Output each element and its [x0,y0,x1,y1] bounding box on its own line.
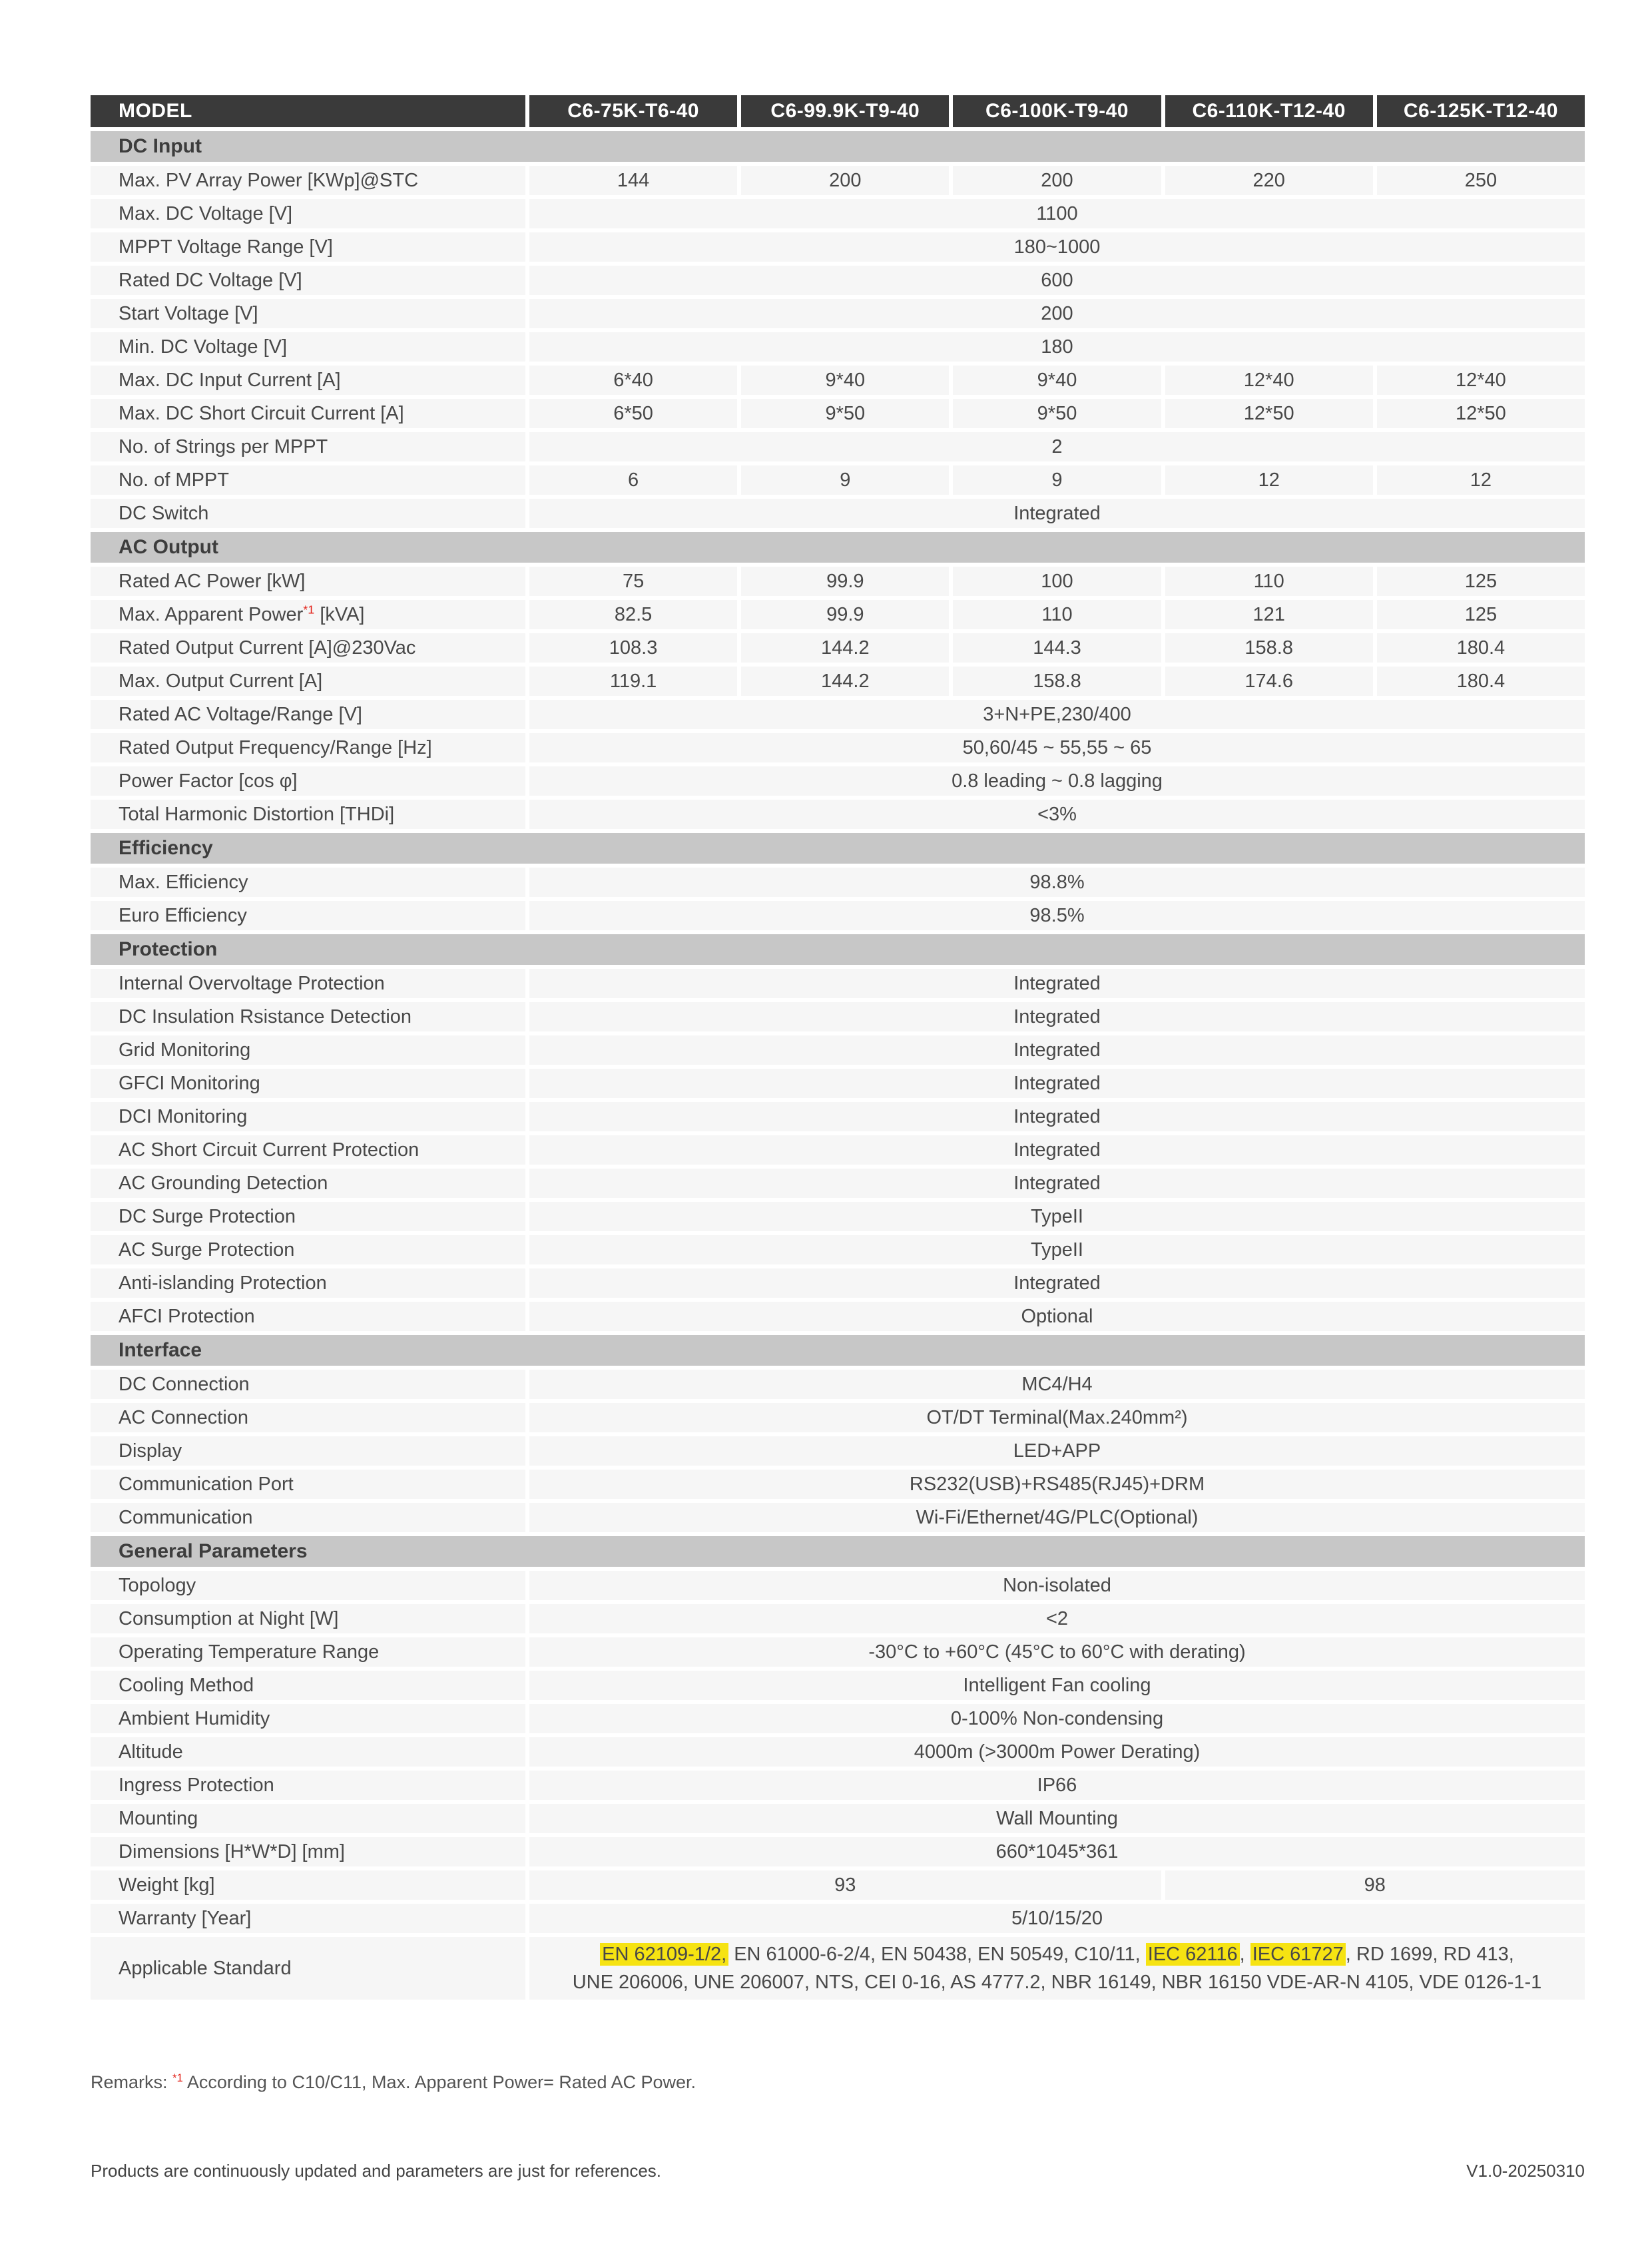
table-row [91,969,1585,998]
table-row [91,700,1585,729]
value-cell-merged: Intelligent Fan cooling [529,1671,1585,1700]
value-cell-right: 98 [1165,1870,1585,1900]
value-cell: 220 [1165,166,1373,195]
row-label: AFCI Protection [91,1302,525,1331]
value-cell-merged: Integrated [529,969,1585,998]
section-band-protection [91,934,1585,965]
value-cell-merged: Non-isolated [529,1571,1585,1600]
value-cell-merged: 4000m (>3000m Power Derating) [529,1737,1585,1767]
row-label: DC Switch [91,499,525,528]
row-label: Warranty [Year] [91,1904,525,1933]
value-cell-merged: RS232(USB)+RS485(RJ45)+DRM [529,1470,1585,1499]
row-label: MPPT Voltage Range [V] [91,232,525,262]
value-cell-merged: 660*1045*361 [529,1837,1585,1866]
section-title: Protection [119,938,218,960]
value-cell: 144 [529,166,737,195]
value-cell-merged: 1100 [529,199,1585,228]
row-label: Ambient Humidity [91,1704,525,1733]
row-label: Max. Apparent Power$^{*1}$ [kVA] [91,600,525,629]
value-cell-merged: 0.8 leading ~ 0.8 lagging [529,766,1585,796]
table-row [91,567,1585,596]
section-title: AC Output [119,536,218,558]
section-band-ac-output [91,532,1585,563]
value-cell: 174.6 [1165,667,1373,696]
standard-text: , [1239,1944,1250,1965]
table-row [91,1804,1585,1833]
table-row [91,266,1585,295]
row-label: Euro Efficiency [91,901,525,930]
value-cell-merged: 5/10/15/20 [529,1904,1585,1933]
value-cell: 250 [1377,166,1585,195]
section-band-dc-input [91,131,1585,162]
row-label: Max. Efficiency [91,868,525,897]
section-band-general-parameters [91,1536,1585,1567]
table-row [91,868,1585,897]
value-cell: 119.1 [529,667,737,696]
value-cell: 144.2 [741,633,949,663]
table-row [91,766,1585,796]
value-cell-merged: Integrated [529,1268,1585,1298]
table-row [91,1904,1585,1933]
value-cell: 158.8 [953,667,1161,696]
row-label: DC Insulation Rsistance Detection [91,1002,525,1031]
row-label: Weight [kg] [91,1870,525,1900]
table-row [91,901,1585,930]
table-row [91,1002,1585,1031]
section-band-interface [91,1335,1585,1366]
table-row [91,166,1585,195]
spec-table-body [91,131,1585,2000]
row-label: Anti-islanding Protection [91,1268,525,1298]
value-cell: 180.4 [1377,633,1585,663]
value-cell: 9*40 [741,366,949,395]
row-label: No. of MPPT [91,465,525,495]
value-cell: 9*50 [741,399,949,428]
value-cell: 75 [529,567,737,596]
value-cell: 99.9 [741,567,949,596]
row-label: No. of Strings per MPPT [91,432,525,461]
table-row [91,1035,1585,1065]
table-row [91,800,1585,829]
value-cell-merged: -30°C to +60°C (45°C to 60°C with derating) [529,1637,1585,1667]
row-label: Consumption at Night [W] [91,1604,525,1633]
model-column-header-5: C6-125K-T12-40 [1377,95,1585,127]
table-row [91,399,1585,428]
value-cell: 121 [1165,600,1373,629]
value-cell: 108.3 [529,633,737,663]
value-cell-merged: 180~1000 [529,232,1585,262]
section-title: General Parameters [119,1540,308,1562]
standards-line-2 [529,1971,1585,1994]
value-cell-merged: 180 [529,332,1585,362]
table-row [91,1771,1585,1800]
footer-version: V1.0-20250310 [1466,2161,1585,2181]
page-footer [91,2161,1585,2181]
row-label: Power Factor [cos φ] [91,766,525,796]
value-cell: 12*40 [1377,366,1585,395]
row-label: Altitude [91,1737,525,1767]
table-row [91,1870,1585,1900]
value-cell-merged: <3% [529,800,1585,829]
table-row [91,1637,1585,1667]
remarks-prefix: Remarks: [91,2072,173,2092]
value-cell-merged: IP66 [529,1771,1585,1800]
value-cell: 100 [953,567,1161,596]
value-cell: 82.5 [529,600,737,629]
value-cell-merged: 2 [529,432,1585,461]
value-cell: 12 [1377,465,1585,495]
value-cell-merged: Integrated [529,1169,1585,1198]
table-row [91,1604,1585,1633]
value-cell-merged: 98.5% [529,901,1585,930]
highlighted-standard: IEC 62116 [1146,1943,1240,1966]
value-cell-merged: Integrated [529,1135,1585,1165]
table-row [91,332,1585,362]
value-cell: 99.9 [741,600,949,629]
table-row [91,232,1585,262]
value-cell: 12 [1165,465,1373,495]
row-label: AC Grounding Detection [91,1169,525,1198]
value-cell-merged: Integrated [529,1002,1585,1031]
value-cell-merged: MC4/H4 [529,1370,1585,1399]
section-title: Interface [119,1339,202,1361]
model-column-header-4: C6-110K-T12-40 [1165,95,1373,127]
model-column-header-1: C6-75K-T6-40 [529,95,737,127]
value-cell-merged: 200 [529,299,1585,328]
row-label: Cooling Method [91,1671,525,1700]
row-label: Rated DC Voltage [V] [91,266,525,295]
value-cell-merged: OT/DT Terminal(Max.240mm²) [529,1403,1585,1432]
table-row [91,1169,1585,1198]
row-label: AC Short Circuit Current Protection [91,1135,525,1165]
table-row [91,667,1585,696]
table-row [91,1937,1585,2000]
section-band-efficiency [91,833,1585,864]
row-label: Start Voltage [V] [91,299,525,328]
value-cell: 9 [741,465,949,495]
value-cell-standards [529,1937,1585,2000]
row-label: Max. Output Current [A] [91,667,525,696]
table-row [91,1370,1585,1399]
value-cell: 9*50 [953,399,1161,428]
table-row [91,199,1585,228]
value-cell-merged: 50,60/45 ~ 55,55 ~ 65 [529,733,1585,762]
value-cell: 6*40 [529,366,737,395]
row-label: Operating Temperature Range [91,1637,525,1667]
table-row [91,1302,1585,1331]
table-header-row [91,95,1585,127]
table-row [91,1102,1585,1131]
value-cell-merged: 0-100% Non-condensing [529,1704,1585,1733]
value-cell-merged: Integrated [529,1069,1585,1098]
remarks-note [91,2072,696,2093]
section-title: DC Input [119,135,202,157]
row-label: AC Surge Protection [91,1235,525,1264]
footnote-marker: *1 [172,2072,183,2084]
value-cell: 9 [953,465,1161,495]
value-cell: 125 [1377,567,1585,596]
row-label: DC Surge Protection [91,1202,525,1231]
value-cell-merged: Integrated [529,499,1585,528]
value-cell: 110 [953,600,1161,629]
standard-text: EN 61000-6-2/4, EN 50438, EN 50549, C10/11, [728,1944,1146,1965]
value-cell: 144.3 [953,633,1161,663]
table-row [91,733,1585,762]
standards-line-1 [529,1943,1585,1966]
table-row [91,1503,1585,1532]
row-label: Mounting [91,1804,525,1833]
table-row [91,633,1585,663]
value-cell: 12*50 [1165,399,1373,428]
row-label: DCI Monitoring [91,1102,525,1131]
row-label: Rated Output Frequency/Range [Hz] [91,733,525,762]
model-column-header-3: C6-100K-T9-40 [953,95,1161,127]
value-cell: 158.8 [1165,633,1373,663]
row-label: Display [91,1436,525,1466]
table-row [91,1470,1585,1499]
highlighted-standard: EN 62109-1/2, [600,1943,728,1966]
row-label: Max. DC Input Current [A] [91,366,525,395]
table-row [91,432,1585,461]
value-cell: 200 [741,166,949,195]
row-label: Communication [91,1503,525,1532]
row-label: GFCI Monitoring [91,1069,525,1098]
footnote-marker: *1 [303,603,315,617]
value-cell-merged: TypeII [529,1202,1585,1231]
row-label: Applicable Standard [91,1937,525,2000]
table-row [91,1202,1585,1231]
table-row [91,1837,1585,1866]
table-row [91,600,1585,629]
value-cell-merged: 98.8% [529,868,1585,897]
standard-text: UNE 206006, UNE 206007, NTS, CEI 0-16, AS 4777.2, NBR 16149, NBR 16150 VDE-AR-N 4105, VDE 0126-1-1 [572,1972,1542,1993]
table-row [91,366,1585,395]
value-cell-merged: Integrated [529,1102,1585,1131]
highlighted-standard: IEC 61727 [1250,1943,1346,1966]
table-row [91,299,1585,328]
value-cell-merged: 600 [529,266,1585,295]
table-row [91,1436,1585,1466]
value-cell: 180.4 [1377,667,1585,696]
row-label: Ingress Protection [91,1771,525,1800]
row-label: Dimensions [H*W*D] [mm] [91,1837,525,1866]
table-row [91,1737,1585,1767]
row-label: Topology [91,1571,525,1600]
table-row [91,1671,1585,1700]
value-cell-merged: Wall Mounting [529,1804,1585,1833]
value-cell-merged: Integrated [529,1035,1585,1065]
value-cell-merged: <2 [529,1604,1585,1633]
table-row [91,499,1585,528]
value-cell: 200 [953,166,1161,195]
row-label: Total Harmonic Distortion [THDi] [91,800,525,829]
row-label: Communication Port [91,1470,525,1499]
value-cell: 144.2 [741,667,949,696]
remarks-text: According to C10/C11, Max. Apparent Power= Rated AC Power. [182,2072,696,2092]
row-label: Internal Overvoltage Protection [91,969,525,998]
section-title: Efficiency [119,837,213,859]
row-label: Rated AC Power [kW] [91,567,525,596]
table-row [91,1268,1585,1298]
row-label: Max. DC Short Circuit Current [A] [91,399,525,428]
row-label: Rated AC Voltage/Range [V] [91,700,525,729]
value-cell-merged: LED+APP [529,1436,1585,1466]
table-row [91,1069,1585,1098]
row-label: DC Connection [91,1370,525,1399]
standard-text: , RD 1699, RD 413, [1345,1944,1514,1965]
value-cell: 6 [529,465,737,495]
value-cell: 12*40 [1165,366,1373,395]
value-cell-merged: 3+N+PE,230/400 [529,700,1585,729]
table-row [91,465,1585,495]
value-cell-merged: Wi-Fi/Ethernet/4G/PLC(Optional) [529,1503,1585,1532]
row-label: Rated Output Current [A]@230Vac [91,633,525,663]
value-cell-merged: Optional [529,1302,1585,1331]
value-cell: 110 [1165,567,1373,596]
value-cell: 6*50 [529,399,737,428]
table-row [91,1235,1585,1264]
table-row [91,1403,1585,1432]
spec-table [91,95,1585,2004]
row-label: Max. DC Voltage [V] [91,199,525,228]
row-label: Max. PV Array Power [KWp]@STC [91,166,525,195]
row-label: Grid Monitoring [91,1035,525,1065]
value-cell-left: 93 [529,1870,1161,1900]
model-header-cell: MODEL [91,95,525,127]
row-label: Min. DC Voltage [V] [91,332,525,362]
footer-disclaimer: Products are continuously updated and parameters are just for references. [91,2161,662,2181]
value-cell: 9*40 [953,366,1161,395]
table-row [91,1135,1585,1165]
model-column-header-2: C6-99.9K-T9-40 [741,95,949,127]
value-cell-merged: TypeII [529,1235,1585,1264]
value-cell: 12*50 [1377,399,1585,428]
table-row [91,1571,1585,1600]
row-label: AC Connection [91,1403,525,1432]
value-cell: 125 [1377,600,1585,629]
table-row [91,1704,1585,1733]
